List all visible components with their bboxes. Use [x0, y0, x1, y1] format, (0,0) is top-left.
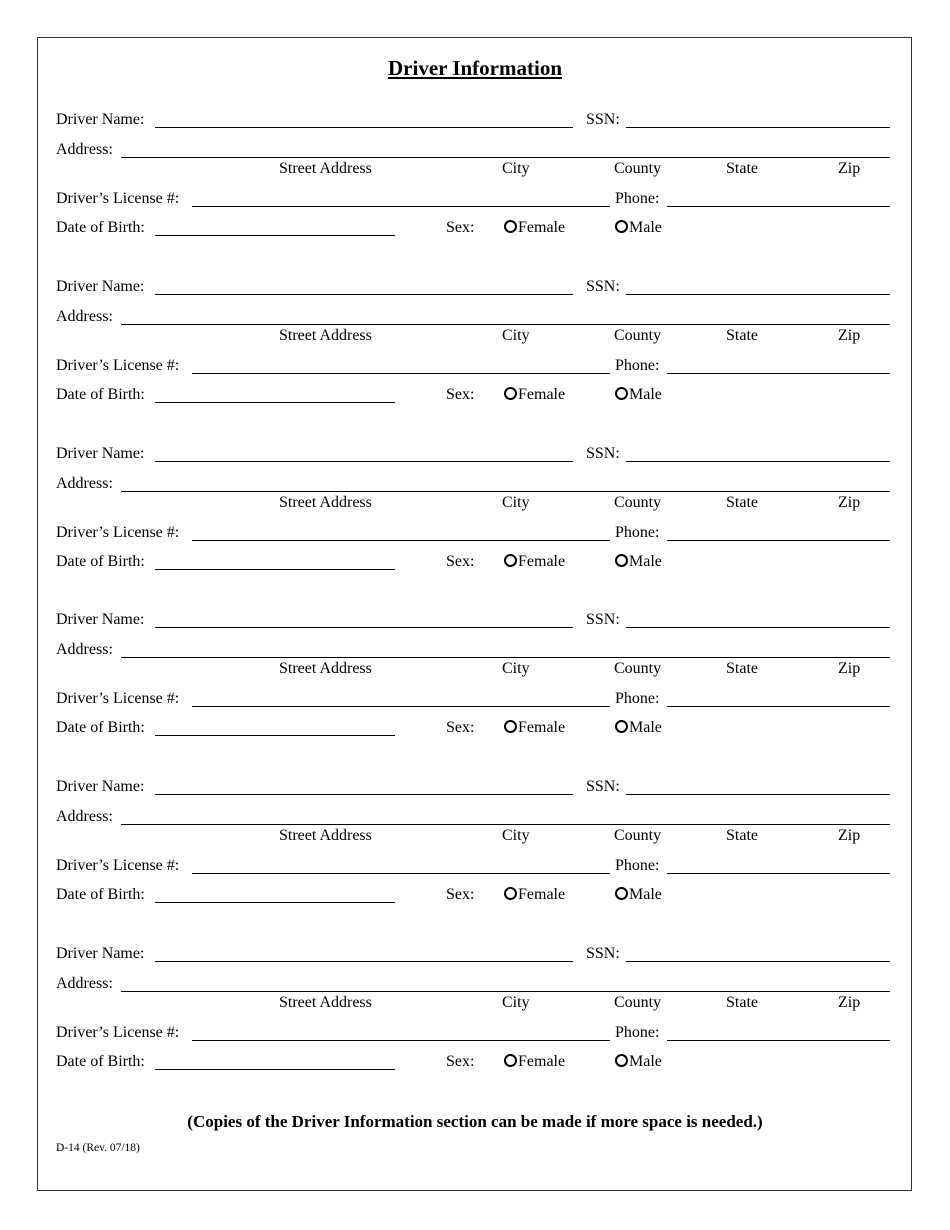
phone-label: Phone: [615, 1024, 660, 1041]
address-field[interactable] [121, 657, 890, 658]
state-caption: State [726, 327, 758, 344]
driver-name-field[interactable] [155, 127, 573, 128]
male-label: Male [629, 719, 662, 736]
female-radio-icon[interactable] [504, 387, 517, 400]
dob-label: Date of Birth: [56, 386, 145, 403]
male-radio-icon[interactable] [615, 220, 628, 233]
license-label: Driver’s License #: [56, 524, 180, 541]
county-caption: County [614, 660, 662, 677]
ssn-label: SSN: [586, 611, 620, 628]
zip-caption: Zip [838, 660, 861, 677]
address-label: Address: [56, 141, 113, 158]
county-caption: County [614, 494, 662, 511]
female-option[interactable] [504, 1053, 565, 1071]
county-caption: County [614, 827, 662, 844]
male-option[interactable] [615, 886, 662, 904]
ssn-field[interactable] [626, 794, 890, 795]
phone-field[interactable] [667, 706, 890, 707]
male-label: Male [629, 553, 662, 570]
license-label: Driver’s License #: [56, 690, 180, 707]
street-address-caption: Street Address [279, 660, 372, 677]
street-address-caption: Street Address [279, 994, 372, 1011]
license-field[interactable] [192, 873, 610, 874]
ssn-field[interactable] [626, 127, 890, 128]
driver-name-field[interactable] [155, 294, 573, 295]
city-caption: City [502, 827, 530, 844]
city-caption: City [502, 494, 530, 511]
license-field[interactable] [192, 373, 610, 374]
state-caption: State [726, 160, 758, 177]
phone-field[interactable] [667, 1040, 890, 1041]
male-option[interactable] [615, 1053, 662, 1071]
ssn-field[interactable] [626, 461, 890, 462]
female-label: Female [518, 386, 566, 403]
ssn-field[interactable] [626, 294, 890, 295]
license-field[interactable] [192, 1040, 610, 1041]
state-caption: State [726, 827, 758, 844]
dob-field[interactable] [155, 569, 395, 570]
city-caption: City [502, 660, 530, 677]
address-label: Address: [56, 475, 113, 492]
sex-label: Sex: [446, 386, 475, 403]
driver-name-label: Driver Name: [56, 778, 145, 795]
county-caption: County [614, 327, 662, 344]
male-radio-icon[interactable] [615, 720, 628, 733]
dob-label: Date of Birth: [56, 219, 145, 236]
female-radio-icon[interactable] [504, 1054, 517, 1067]
female-label: Female [518, 219, 566, 236]
form-number: D-14 (Rev. 07/18) [56, 1142, 140, 1154]
zip-caption: Zip [838, 827, 861, 844]
male-radio-icon[interactable] [615, 387, 628, 400]
zip-caption: Zip [838, 994, 861, 1011]
phone-label: Phone: [615, 357, 660, 374]
city-caption: City [502, 327, 530, 344]
driver-name-label: Driver Name: [56, 111, 145, 128]
driver-name-label: Driver Name: [56, 445, 145, 462]
female-label: Female [518, 553, 566, 570]
city-caption: City [502, 994, 530, 1011]
ssn-label: SSN: [586, 445, 620, 462]
street-address-caption: Street Address [279, 160, 372, 177]
female-radio-icon[interactable] [504, 887, 517, 900]
dob-label: Date of Birth: [56, 886, 145, 903]
address-label: Address: [56, 641, 113, 658]
female-option[interactable] [504, 886, 565, 904]
dob-label: Date of Birth: [56, 719, 145, 736]
phone-field[interactable] [667, 206, 890, 207]
driver-name-field[interactable] [155, 461, 573, 462]
male-option[interactable] [615, 386, 662, 404]
address-field[interactable] [121, 157, 890, 158]
page-title: Driver Information [388, 56, 562, 80]
male-label: Male [629, 219, 662, 236]
driver-name-field[interactable] [155, 794, 573, 795]
sex-label: Sex: [446, 719, 475, 736]
female-option[interactable] [504, 219, 565, 237]
zip-caption: Zip [838, 494, 861, 511]
phone-field[interactable] [667, 540, 890, 541]
state-caption: State [726, 660, 758, 677]
ssn-field[interactable] [626, 961, 890, 962]
dob-label: Date of Birth: [56, 1053, 145, 1070]
county-caption: County [614, 160, 662, 177]
female-radio-icon[interactable] [504, 720, 517, 733]
ssn-label: SSN: [586, 111, 620, 128]
phone-label: Phone: [615, 690, 660, 707]
dob-field[interactable] [155, 235, 395, 236]
male-radio-icon[interactable] [615, 887, 628, 900]
dob-field[interactable] [155, 1069, 395, 1070]
sex-label: Sex: [446, 1053, 475, 1070]
license-label: Driver’s License #: [56, 1024, 180, 1041]
ssn-label: SSN: [586, 278, 620, 295]
driver-name-label: Driver Name: [56, 945, 145, 962]
ssn-label: SSN: [586, 945, 620, 962]
dob-field[interactable] [155, 902, 395, 903]
street-address-caption: Street Address [279, 494, 372, 511]
phone-label: Phone: [615, 190, 660, 207]
license-field[interactable] [192, 206, 610, 207]
female-radio-icon[interactable] [504, 220, 517, 233]
dob-label: Date of Birth: [56, 553, 145, 570]
sex-label: Sex: [446, 886, 475, 903]
footer-note: (Copies of the Driver Information section can be made if more space is needed.) [187, 1112, 763, 1131]
zip-caption: Zip [838, 160, 861, 177]
street-address-caption: Street Address [279, 327, 372, 344]
male-radio-icon[interactable] [615, 1054, 628, 1067]
phone-field[interactable] [667, 873, 890, 874]
license-label: Driver’s License #: [56, 357, 180, 374]
male-option[interactable] [615, 719, 662, 737]
address-label: Address: [56, 308, 113, 325]
zip-caption: Zip [838, 327, 861, 344]
ssn-label: SSN: [586, 778, 620, 795]
female-option[interactable] [504, 719, 565, 737]
male-option[interactable] [615, 553, 662, 571]
sex-label: Sex: [446, 553, 475, 570]
female-label: Female [518, 886, 566, 903]
license-label: Driver’s License #: [56, 190, 180, 207]
male-label: Male [629, 886, 662, 903]
address-field[interactable] [121, 491, 890, 492]
female-radio-icon[interactable] [504, 554, 517, 567]
license-label: Driver’s License #: [56, 857, 180, 874]
female-option[interactable] [504, 553, 565, 571]
license-field[interactable] [192, 540, 610, 541]
address-label: Address: [56, 975, 113, 992]
license-field[interactable] [192, 706, 610, 707]
driver-name-label: Driver Name: [56, 611, 145, 628]
address-label: Address: [56, 808, 113, 825]
phone-label: Phone: [615, 857, 660, 874]
county-caption: County [614, 994, 662, 1011]
address-field[interactable] [121, 324, 890, 325]
driver-name-field[interactable] [155, 627, 573, 628]
phone-field[interactable] [667, 373, 890, 374]
address-field[interactable] [121, 991, 890, 992]
female-label: Female [518, 1053, 566, 1070]
state-caption: State [726, 494, 758, 511]
phone-label: Phone: [615, 524, 660, 541]
male-label: Male [629, 386, 662, 403]
street-address-caption: Street Address [279, 827, 372, 844]
male-label: Male [629, 1053, 662, 1070]
city-caption: City [502, 160, 530, 177]
address-field[interactable] [121, 824, 890, 825]
sex-label: Sex: [446, 219, 475, 236]
state-caption: State [726, 994, 758, 1011]
dob-field[interactable] [155, 735, 395, 736]
ssn-field[interactable] [626, 627, 890, 628]
female-label: Female [518, 719, 566, 736]
driver-name-field[interactable] [155, 961, 573, 962]
dob-field[interactable] [155, 402, 395, 403]
driver-name-label: Driver Name: [56, 278, 145, 295]
male-option[interactable] [615, 219, 662, 237]
female-option[interactable] [504, 386, 565, 404]
male-radio-icon[interactable] [615, 554, 628, 567]
form-border [37, 37, 912, 1191]
